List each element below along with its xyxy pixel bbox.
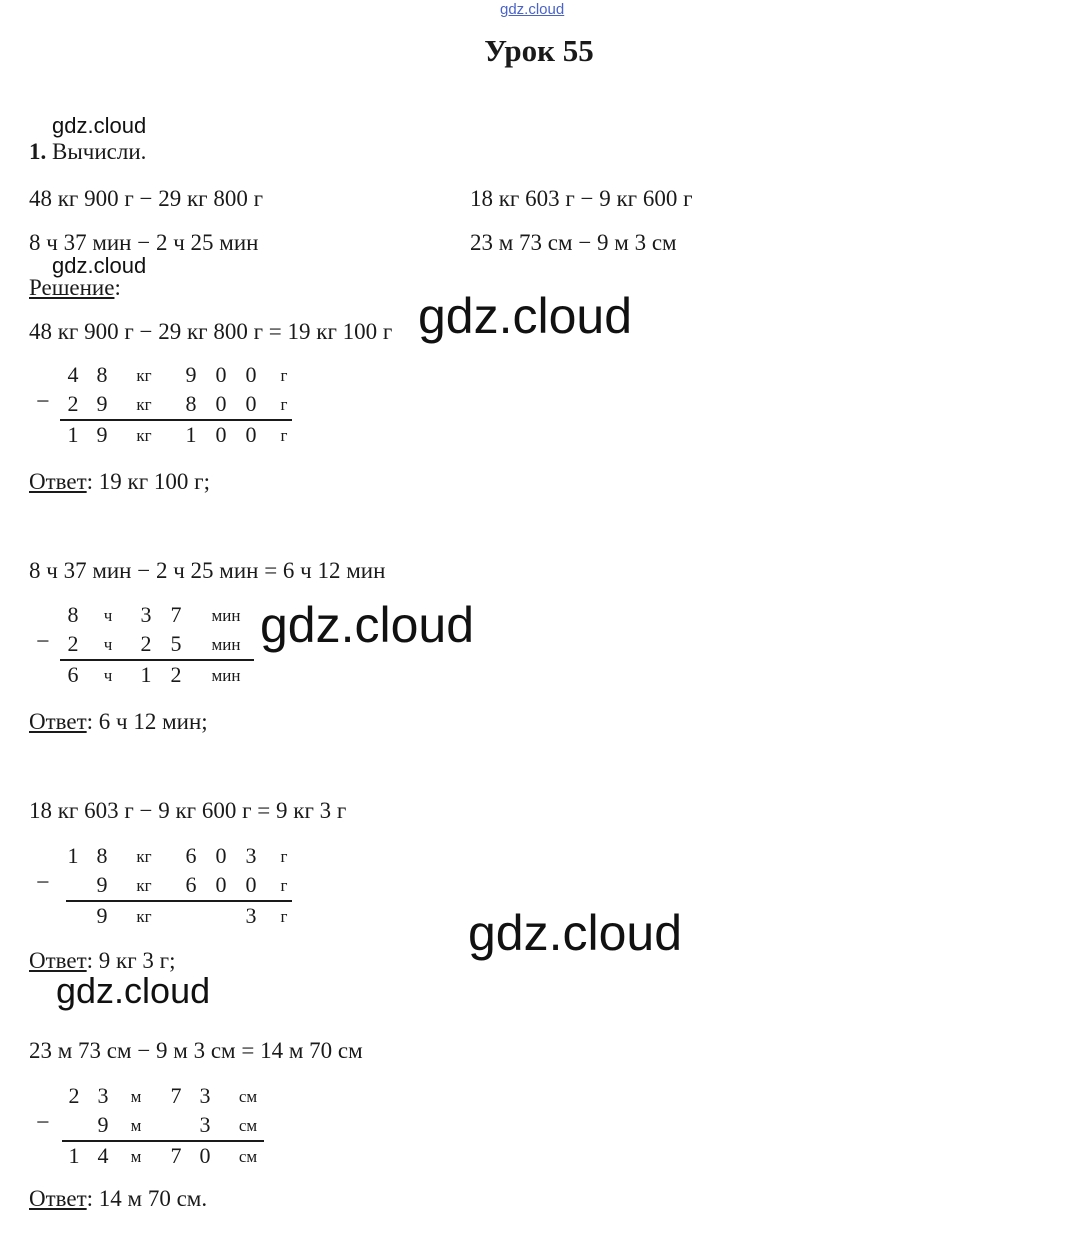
column-divider	[62, 1140, 264, 1142]
answer-label: Ответ	[29, 948, 87, 973]
column-cell: 1	[68, 1143, 80, 1168]
column-cell: 3	[245, 903, 257, 928]
answer-text: : 19 кг 100 г;	[86, 469, 210, 494]
column-cell: 9	[185, 362, 197, 387]
column-cell: 4	[67, 362, 79, 387]
column-cell: 7	[170, 1083, 182, 1108]
expression-4: 23 м 73 см − 9 м 3 см	[470, 230, 677, 255]
answer-text: : 14 м 70 см.	[86, 1186, 208, 1211]
column-cell: 0	[245, 391, 257, 416]
column-cell: 3	[199, 1083, 211, 1108]
equation-1: 48 кг 900 г − 29 кг 800 г = 19 кг 100 г	[29, 319, 393, 344]
column-row-minuend	[36, 602, 266, 630]
column-cell: 0	[215, 422, 227, 447]
task-number: 1.	[29, 139, 47, 164]
column-cell: см	[238, 1116, 258, 1135]
column-cell: м	[130, 1147, 142, 1166]
expression-1: 48 кг 900 г − 29 кг 800 г	[29, 186, 264, 211]
column-cell: см	[238, 1147, 258, 1166]
column-cell: 7	[170, 1143, 182, 1168]
column-cell: 3	[199, 1112, 211, 1137]
column-subtraction-1	[36, 362, 306, 452]
column-cell: 0	[245, 422, 257, 447]
column-cell: ч	[103, 635, 113, 654]
column-row-subtrahend	[36, 872, 306, 900]
column-cell: г	[280, 876, 288, 895]
solution-heading	[29, 275, 121, 301]
answer-label: Ответ	[29, 1186, 87, 1211]
minus-sign: −	[36, 389, 50, 415]
column-cell: кг	[136, 907, 152, 926]
column-cell: 1	[67, 843, 79, 868]
column-cell: 2	[170, 662, 182, 687]
column-cell: м	[130, 1116, 142, 1135]
column-cell: 3	[245, 843, 257, 868]
column-cell: 0	[215, 362, 227, 387]
expression-2: 18 кг 603 г − 9 кг 600 г	[470, 186, 693, 211]
column-cell: 1	[185, 422, 197, 447]
column-cell: 0	[245, 872, 257, 897]
column-cell: мин	[211, 606, 241, 625]
column-cell: 6	[67, 662, 79, 687]
answer-label: Ответ	[29, 469, 87, 494]
watermark-6: gdz.cloud	[56, 970, 211, 1011]
column-row-subtrahend	[36, 631, 266, 659]
column-cell: 3	[97, 1083, 109, 1108]
answer-text: : 9 кг 3 г;	[86, 948, 176, 973]
answer-label: Ответ	[29, 709, 87, 734]
column-cell: г	[280, 366, 288, 385]
minus-sign: −	[36, 1110, 50, 1136]
column-cell: 9	[96, 903, 108, 928]
column-cell: кг	[136, 847, 152, 866]
answer-3	[29, 948, 175, 974]
column-cell: 4	[97, 1143, 109, 1168]
column-cell: 7	[170, 602, 182, 627]
answer-2	[29, 709, 208, 735]
minus-sign: −	[36, 870, 50, 896]
minus-sign: −	[36, 629, 50, 655]
column-cell: 2	[67, 391, 79, 416]
column-cell: г	[280, 426, 288, 445]
task-header	[29, 139, 146, 165]
column-cell: 2	[67, 631, 79, 656]
column-cell: г	[280, 847, 288, 866]
column-cell: 9	[96, 391, 108, 416]
column-row-result	[36, 1143, 276, 1171]
column-cell: 0	[199, 1143, 211, 1168]
watermark-2: gdz.cloud	[52, 253, 147, 278]
watermark-1: gdz.cloud	[52, 113, 147, 138]
column-cell: 8	[185, 391, 197, 416]
column-cell: 9	[97, 1112, 109, 1137]
column-cell: 8	[67, 602, 79, 627]
answer-1	[29, 469, 210, 495]
page-title: Урок 55	[484, 33, 594, 68]
equation-2: 8 ч 37 мин − 2 ч 25 мин = 6 ч 12 мин	[29, 558, 386, 583]
column-cell: кг	[136, 876, 152, 895]
column-cell: ч	[103, 606, 113, 625]
column-row-minuend	[36, 1083, 276, 1111]
column-cell: 6	[185, 843, 197, 868]
watermark-top[interactable]: gdz.cloud	[500, 1, 565, 18]
column-cell: 3	[140, 602, 152, 627]
column-divider	[66, 900, 292, 902]
column-row-minuend	[36, 362, 306, 390]
watermark-4: gdz.cloud	[260, 597, 475, 653]
column-cell: мин	[211, 666, 241, 685]
answer-text: : 6 ч 12 мин;	[86, 709, 208, 734]
column-cell: см	[238, 1087, 258, 1106]
column-cell: 0	[215, 391, 227, 416]
equation-4: 23 м 73 см − 9 м 3 см = 14 м 70 см	[29, 1038, 363, 1063]
answer-4	[29, 1186, 207, 1212]
column-row-result	[36, 662, 266, 690]
column-row-minuend	[36, 843, 306, 871]
column-cell: 0	[215, 872, 227, 897]
column-cell: 5	[170, 631, 182, 656]
column-cell: 8	[96, 362, 108, 387]
column-cell: г	[280, 395, 288, 414]
column-cell: 8	[96, 843, 108, 868]
column-cell: 0	[245, 362, 257, 387]
column-cell: 6	[185, 872, 197, 897]
column-cell: 0	[215, 843, 227, 868]
column-subtraction-4	[36, 1083, 276, 1173]
solution-colon: :	[114, 275, 121, 300]
column-cell: 1	[140, 662, 152, 687]
column-row-result	[36, 903, 306, 931]
column-row-subtrahend	[36, 1112, 276, 1140]
column-cell: 2	[68, 1083, 80, 1108]
watermark-5: gdz.cloud	[468, 905, 683, 961]
column-cell: м	[130, 1087, 142, 1106]
task-text: Вычисли.	[52, 139, 147, 164]
column-row-subtrahend	[36, 391, 306, 419]
column-subtraction-3	[36, 843, 306, 933]
column-cell: 1	[67, 422, 79, 447]
column-cell: г	[280, 907, 288, 926]
solution-label: Решение	[29, 275, 115, 300]
column-cell: кг	[136, 395, 152, 414]
expression-3: 8 ч 37 мин − 2 ч 25 мин	[29, 230, 259, 255]
column-cell: ч	[103, 666, 113, 685]
column-cell: мин	[211, 635, 241, 654]
column-divider	[60, 419, 292, 421]
column-cell: 9	[96, 872, 108, 897]
column-row-result	[36, 422, 306, 450]
equation-3: 18 кг 603 г − 9 кг 600 г = 9 кг 3 г	[29, 798, 347, 823]
watermark-3: gdz.cloud	[418, 288, 633, 344]
column-subtraction-2	[36, 602, 266, 692]
column-cell: кг	[136, 366, 152, 385]
column-divider	[60, 659, 254, 661]
column-cell: кг	[136, 426, 152, 445]
column-cell: 2	[140, 631, 152, 656]
column-cell: 9	[96, 422, 108, 447]
